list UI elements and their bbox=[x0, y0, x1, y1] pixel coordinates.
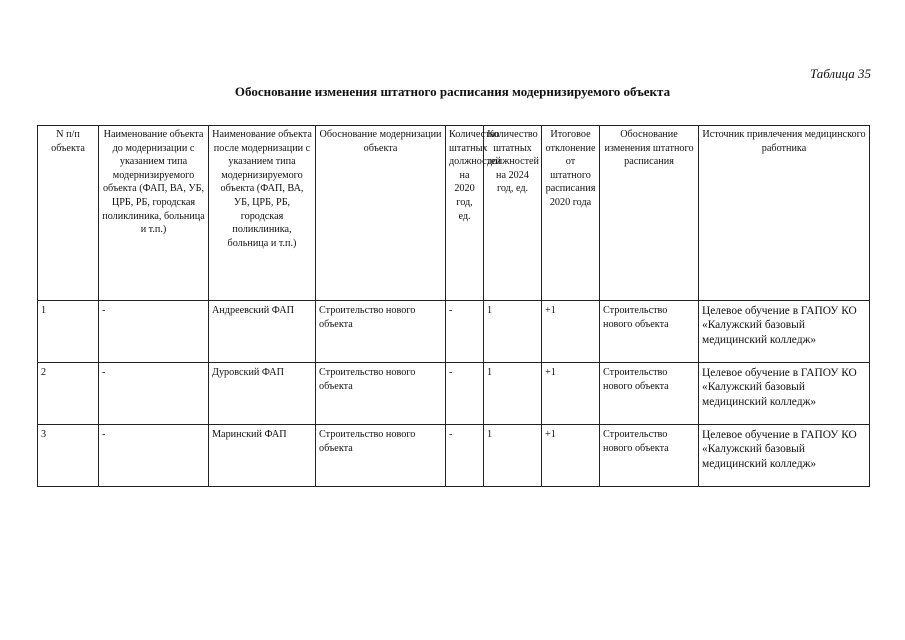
cell-number: 2 bbox=[38, 363, 99, 425]
table-row bbox=[38, 301, 870, 363]
cell-count-2020: - bbox=[446, 363, 484, 425]
staffing-table bbox=[37, 125, 870, 487]
column-header-modernization-reason: Обоснование модернизации объекта bbox=[316, 126, 446, 301]
cell-name-before: - bbox=[99, 301, 209, 363]
cell-name-after: Маринский ФАП bbox=[209, 425, 316, 487]
cell-change-reason: Строительство нового объекта bbox=[600, 363, 699, 425]
cell-count-2024: 1 bbox=[484, 301, 542, 363]
cell-number: 1 bbox=[38, 301, 99, 363]
cell-count-2024: 1 bbox=[484, 425, 542, 487]
cell-count-2020: - bbox=[446, 425, 484, 487]
cell-deviation: +1 bbox=[542, 301, 600, 363]
cell-count-2024: 1 bbox=[484, 363, 542, 425]
cell-change-reason: Строительство нового объекта bbox=[600, 301, 699, 363]
column-header-deviation: Итоговое отклонение от штатного расписания 2020 года bbox=[542, 126, 600, 301]
column-header-count-2024: Количество штатных должностей на 2024 год, ед. bbox=[484, 126, 542, 301]
cell-name-after: Андреевский ФАП bbox=[209, 301, 316, 363]
cell-worker-source: Целевое обучение в ГАПОУ КО «Калужский базовый медицинский колледж» bbox=[699, 363, 870, 425]
column-header-worker-source: Источник привлечения медицинского работника bbox=[699, 126, 870, 301]
cell-name-before: - bbox=[99, 425, 209, 487]
table-row bbox=[38, 363, 870, 425]
table-header-row bbox=[38, 126, 870, 301]
cell-modernization-reason: Строительство нового объекта bbox=[316, 301, 446, 363]
cell-worker-source: Целевое обучение в ГАПОУ КО «Калужский базовый медицинский колледж» bbox=[699, 301, 870, 363]
table-row bbox=[38, 425, 870, 487]
cell-number: 3 bbox=[38, 425, 99, 487]
table-number-label: Таблица 35 bbox=[809, 66, 871, 81]
cell-deviation: +1 bbox=[542, 363, 600, 425]
column-header-number: N п/п объекта bbox=[38, 126, 99, 301]
column-header-name-after: Наименование объекта после модернизации с указанием типа модернизируемого объекта (ФАП, ВА, УБ, ЦРБ, РБ, городская поликлиника, больница и т.п.) bbox=[209, 126, 316, 301]
cell-count-2020: - bbox=[446, 301, 484, 363]
cell-modernization-reason: Строительство нового объекта bbox=[316, 425, 446, 487]
column-header-change-reason: Обоснование изменения штатного расписания bbox=[600, 126, 699, 301]
cell-name-after: Дуровский ФАП bbox=[209, 363, 316, 425]
document-title: Обоснование изменения штатного расписания модернизируемого объекта bbox=[234, 84, 671, 99]
cell-worker-source: Целевое обучение в ГАПОУ КО «Калужский базовый медицинский колледж» bbox=[699, 425, 870, 487]
cell-change-reason: Строительство нового объекта bbox=[600, 425, 699, 487]
cell-modernization-reason: Строительство нового объекта bbox=[316, 363, 446, 425]
cell-deviation: +1 bbox=[542, 425, 600, 487]
column-header-count-2020: Количество штатных должностей на 2020 год, ед. bbox=[446, 126, 484, 301]
column-header-name-before: Наименование объекта до модернизации с указанием типа модернизируемого объекта (ФАП, ВА, УБ, ЦРБ, РБ, городская поликлиника, больница и т.п.) bbox=[99, 126, 209, 301]
cell-name-before: - bbox=[99, 363, 209, 425]
